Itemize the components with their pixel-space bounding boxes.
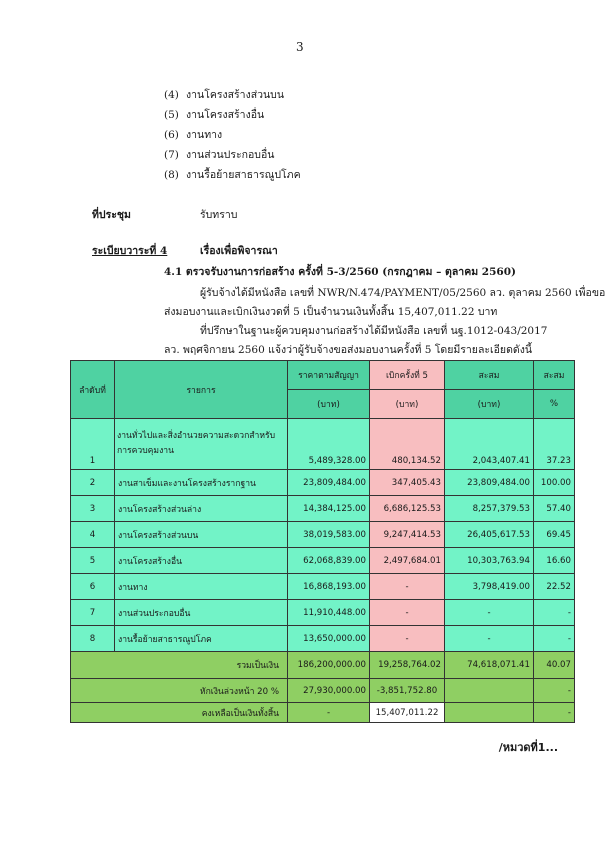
row-claim: - [370,574,445,600]
paragraph1-line1: ผู้รับจ้างได้มีหนังสือ เลขที่ NWR/N.474/PAYMENT/05/2560 ลว. ตุลาคม 2560 เพื่อขอ [200,287,606,299]
advance-contract: 27,930,000.00 [288,679,370,703]
row-item: งานทั่วไปและสิ่งอำนวยความสะดวกสำหรับการควบคุมงาน [115,419,288,470]
header-contract-unit: (บาท) [288,390,370,419]
table-row [71,600,575,626]
row-cum: 23,809,484.00 [445,470,534,496]
row-contract: 11,910,448.00 [288,600,370,626]
row-claim: 6,686,125.53 [370,496,445,522]
row-no: 7 [71,600,115,626]
header-contract: ราคาตามสัญญา [288,361,370,390]
row-contract: 23,809,484.00 [288,470,370,496]
row-pct: - [534,626,575,652]
row-item: งานโครงสร้างอื่น [115,548,288,574]
row-no: 1 [71,419,115,470]
advance-label: หักเงินล่วงหน้า 20 % [71,679,288,703]
meeting-value: รับทราบ [200,209,238,221]
row-cum: 10,303,763.94 [445,548,534,574]
advance-pct: - [534,679,575,703]
row-cum: - [445,626,534,652]
row-cum: 26,405,617.53 [445,522,534,548]
row-pct: - [534,600,575,626]
row-contract: 14,384,125.00 [288,496,370,522]
row-cum: 2,043,407.41 [445,419,534,470]
table-row [71,470,575,496]
page-number: 3 [296,40,304,54]
total-contract: 186,200,000.00 [288,652,370,679]
agenda-label: ระเบียบวาระที่ 4 [92,245,168,257]
net-label: คงเหลือเป็นเงินทั้งสิ้น [71,703,288,723]
row-pct: 16.60 [534,548,575,574]
paragraph1-line2: ส่งมอบงานและเบิกเงินงวดที่ 5 เป็นจำนวนเงินทั้งสิ้น 15,407,011.22 บาท [164,306,498,318]
row-contract: 38,019,583.00 [288,522,370,548]
advance-claim: -3,851,752.80 [370,679,445,703]
row-claim: 347,405.43 [370,470,445,496]
row-cum: 3,798,419.00 [445,574,534,600]
list-item-7: (7) งานส่วนประกอบอื่น [164,149,275,161]
header-cum-unit: (บาท) [445,390,534,419]
row-contract: 13,650,000.00 [288,626,370,652]
header-claim: เบิกครั้งที่ 5 [370,361,445,390]
header-pct: สะสม [534,361,575,390]
row-no: 6 [71,574,115,600]
row-item: งานโครงสร้างส่วนบน [115,522,288,548]
header-pct-unit: % [534,390,575,419]
row-contract: 16,868,193.00 [288,574,370,600]
meeting-label: ที่ประชุม [92,209,131,221]
table-row [71,496,575,522]
list-item-8: (8) งานรื้อย้ายสาธารณูปโภค [164,169,301,181]
table-row [71,522,575,548]
row-pct: 22.52 [534,574,575,600]
row-claim: 480,134.52 [370,419,445,470]
row-claim: 2,497,684.01 [370,548,445,574]
row-item: งานโครงสร้างส่วนล่าง [115,496,288,522]
row-pct: 57.40 [534,496,575,522]
row-item: งานรื้อย้ายสาธารณูปโภค [115,626,288,652]
advance-cum [445,679,534,703]
agenda-title: เรื่องเพื่อพิจารณา [200,245,278,257]
row-contract: 5,489,328.00 [288,419,370,470]
header-item: รายการ [115,361,288,419]
total-row [71,652,575,679]
advance-row [71,679,575,703]
row-contract: 62,068,839.00 [288,548,370,574]
total-pct: 40.07 [534,652,575,679]
net-claim: 15,407,011.22 [370,703,445,723]
row-no: 8 [71,626,115,652]
table-row [71,626,575,652]
row-pct: 69.45 [534,522,575,548]
footer-continuation: /หมวดที่1... [498,741,558,754]
row-claim: - [370,600,445,626]
net-cum [445,703,534,723]
row-no: 4 [71,522,115,548]
row-claim: 9,247,414.53 [370,522,445,548]
section-heading: 4.1 ตรวจรับงานการก่อสร้าง ครั้งที่ 5-3/2560 (กรกฎาคม – ตุลาคม 2560) [164,266,516,278]
net-contract: - [288,703,370,723]
row-no: 2 [71,470,115,496]
row-no: 5 [71,548,115,574]
total-label: รวมเป็นเงิน [71,652,288,679]
row-pct: 100.00 [534,470,575,496]
net-pct: - [534,703,575,723]
table-row [71,548,575,574]
total-claim: 19,258,764.02 [370,652,445,679]
table-row [71,574,575,600]
row-cum: 8,257,379.53 [445,496,534,522]
row-cum: - [445,600,534,626]
table-row [71,419,575,470]
header-no: ลำดับที่ [71,361,115,419]
row-no: 3 [71,496,115,522]
list-item-6: (6) งานทาง [164,129,223,141]
list-item-5: (5) งานโครงสร้างอื่น [164,109,265,121]
row-item: งานส่วนประกอบอื่น [115,600,288,626]
budget-table [70,360,575,723]
paragraph2-line1: ที่ปรึกษาในฐานะผู้ควบคุมงานก่อสร้างได้มีหนังสือ เลขที่ นฐ.1012-043/2017 [200,325,548,337]
row-item: งานสาเข็มและงานโครงสร้างรากฐาน [115,470,288,496]
header-cum: สะสม [445,361,534,390]
net-row [71,703,575,723]
header-claim-unit: (บาท) [370,390,445,419]
list-item-4: (4) งานโครงสร้างส่วนบน [164,89,285,101]
row-pct: 37.23 [534,419,575,470]
total-cum: 74,618,071.41 [445,652,534,679]
table-header-row [71,361,575,390]
row-item: งานทาง [115,574,288,600]
row-claim: - [370,626,445,652]
paragraph2-line2: ลว. พฤศจิกายน 2560 แจ้งว่าผู้รับจ้างขอส่งมอบงานครั้งที่ 5 โดยมีรายละเอียดดังนี้ [164,344,533,356]
